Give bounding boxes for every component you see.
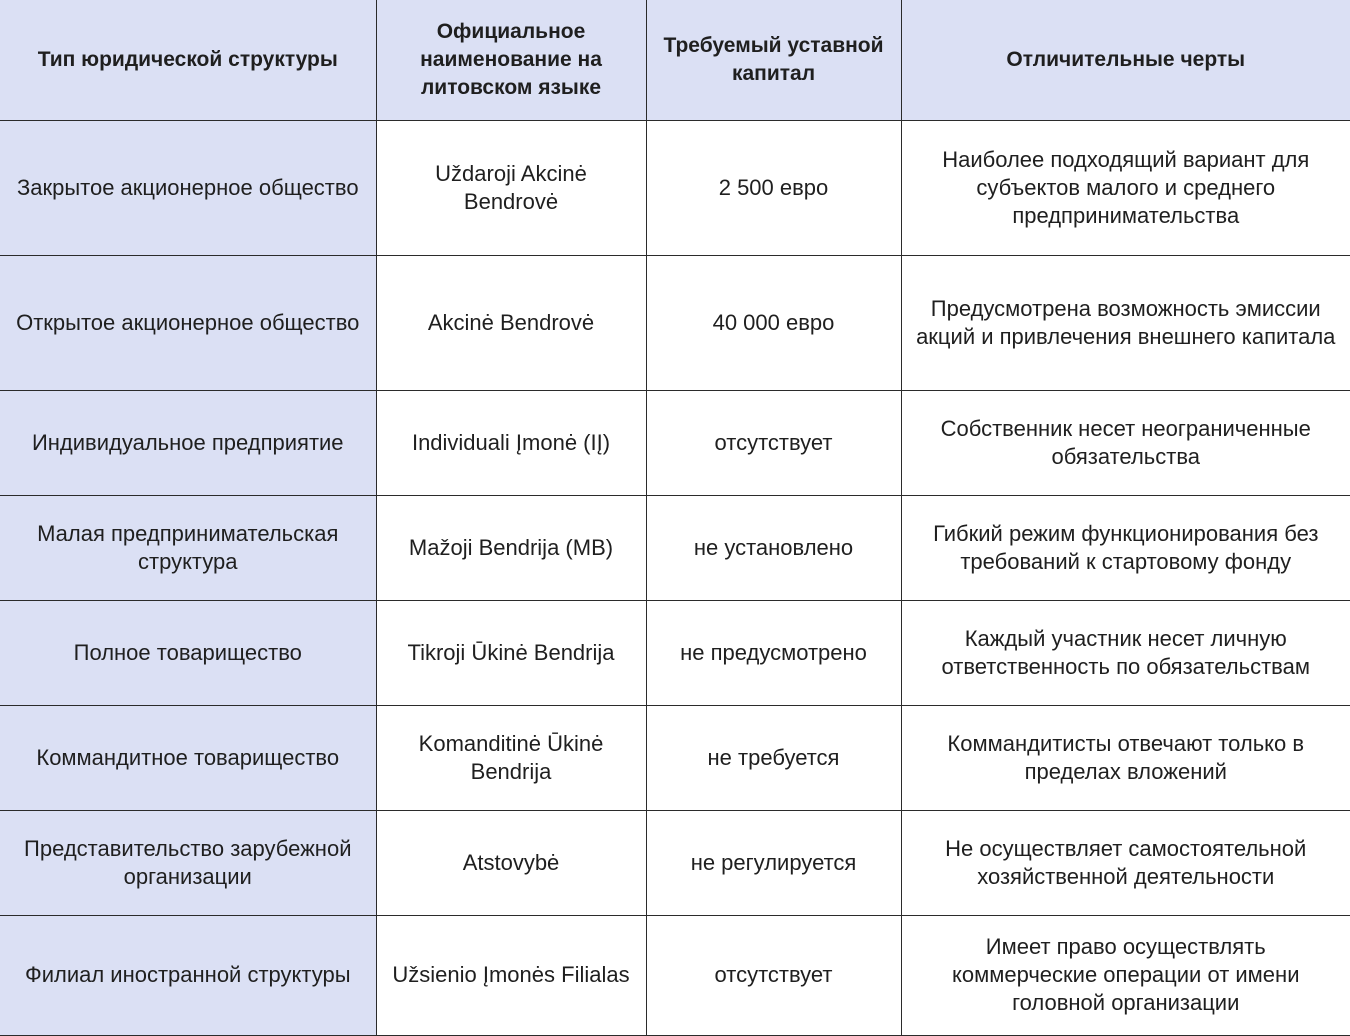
cell-lithuanian-name: Uždaroji Akcinė Bendrovė [376,120,646,255]
cell-lithuanian-name: Komanditinė Ūkinė Bendrija [376,705,646,810]
cell-lithuanian-name: Akcinė Bendrovė [376,255,646,390]
cell-structure-type: Малая предпринимательская структура [0,495,376,600]
table-row [0,255,1350,390]
cell-lithuanian-name: Individuali Įmonė (IĮ) [376,390,646,495]
header-structure-type: Тип юридической структуры [0,0,376,120]
cell-capital: не регулируется [646,810,901,915]
cell-capital: не требуется [646,705,901,810]
header-lithuanian-name: Официальное наименование на литовском языке [376,0,646,120]
cell-features: Имеет право осуществлять коммерческие операции от имени головной организации [901,915,1350,1035]
cell-features: Каждый участник несет личную ответственность по обязательствам [901,600,1350,705]
cell-features: Предусмотрена возможность эмиссии акций и привлечения внешнего капитала [901,255,1350,390]
table-row [0,495,1350,600]
cell-lithuanian-name: Užsienio Įmonės Filialas [376,915,646,1035]
cell-capital: не предусмотрено [646,600,901,705]
header-distinctive-features: Отличительные черты [901,0,1350,120]
cell-features: Наиболее подходящий вариант для субъектов малого и среднего предпринимательства [901,120,1350,255]
table-row [0,120,1350,255]
cell-capital: отсутствует [646,915,901,1035]
cell-features: Собственник несет неограниченные обязательства [901,390,1350,495]
cell-capital: не установлено [646,495,901,600]
cell-structure-type: Коммандитное товарищество [0,705,376,810]
cell-structure-type: Представительство зарубежной организации [0,810,376,915]
header-required-capital: Требуемый уставной капитал [646,0,901,120]
cell-capital: отсутствует [646,390,901,495]
cell-structure-type: Индивидуальное предприятие [0,390,376,495]
cell-features: Не осуществляет самостоятельной хозяйственной деятельности [901,810,1350,915]
cell-features: Гибкий режим функционирования без требований к стартовому фонду [901,495,1350,600]
cell-lithuanian-name: Tikroji Ūkinė Bendrija [376,600,646,705]
cell-structure-type: Филиал иностранной структуры [0,915,376,1035]
cell-structure-type: Открытое акционерное общество [0,255,376,390]
header-row [0,0,1350,120]
table-row [0,600,1350,705]
cell-features: Коммандитисты отвечают только в пределах вложений [901,705,1350,810]
cell-capital: 40 000 евро [646,255,901,390]
table-row [0,390,1350,495]
table-row [0,915,1350,1035]
cell-lithuanian-name: Mažoji Bendrija (MB) [376,495,646,600]
cell-structure-type: Полное товарищество [0,600,376,705]
table-row [0,810,1350,915]
cell-lithuanian-name: Atstovybė [376,810,646,915]
table-row [0,705,1350,810]
cell-structure-type: Закрытое акционерное общество [0,120,376,255]
cell-capital: 2 500 евро [646,120,901,255]
